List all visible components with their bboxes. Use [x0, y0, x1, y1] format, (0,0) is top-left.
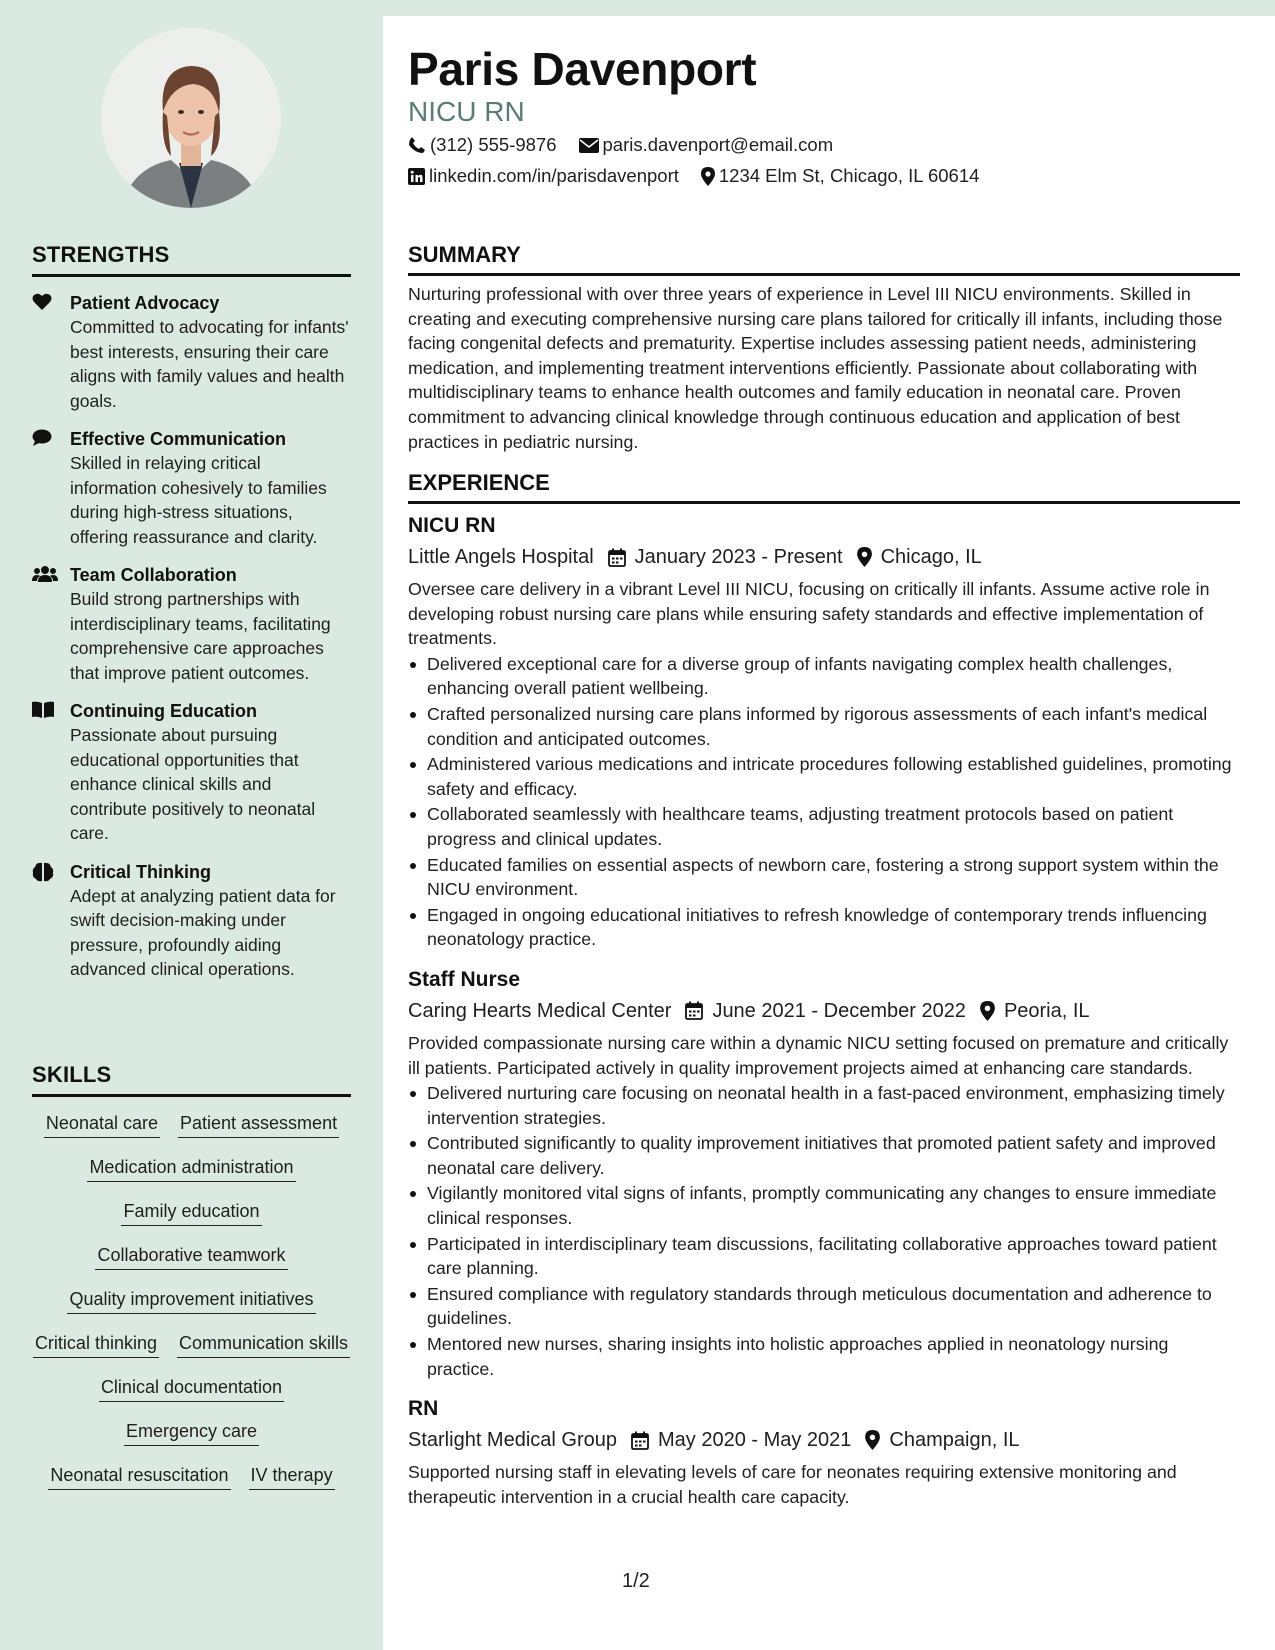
strength-desc: Build strong partnerships with interdisciplinary teams, facilitating comprehensive care approaches that improve patient outcomes.: [70, 589, 331, 683]
job-title: RN: [408, 1397, 439, 1421]
job-description: Oversee care delivery in a vibrant Level III NICU, focusing on critically ill infants. Assume active role in developing robust nursing care plans while ensuring safety standards and effective implementation of treatments.: [408, 579, 1210, 649]
job-description: Provided compassionate nursing care within a dynamic NICU setting focused on premature and critically ill patients. Participated actively in quality improvement projects aimed at enhancing care standards.: [408, 1032, 1229, 1078]
map-pin-icon: [701, 167, 715, 186]
job-employer: Starlight Medical Group: [408, 1429, 617, 1452]
email-contact[interactable]: [579, 134, 834, 156]
skill-tag: IV therapy: [249, 1463, 335, 1490]
skill-tag: Quality improvement initiatives: [67, 1287, 315, 1314]
job-title: Staff Nurse: [408, 967, 521, 991]
bullet-item: Delivered exceptional care for a diverse group of infants navigating complex health challenges, enhancing overall patient wellbeing.: [408, 652, 1240, 701]
speech-bubble-icon: [32, 427, 70, 549]
bullet-item: Administered various medications and intricate procedures following established guidelines, promoting safety and efficacy.: [408, 752, 1240, 801]
bullet-item: Contributed significantly to quality improvement initiatives that promoted patient safety and improved neonatal care delivery.: [408, 1131, 1240, 1180]
phone-contact[interactable]: [408, 134, 557, 156]
email-text: paris.davenport@email.com: [602, 134, 834, 155]
bullet-item: Collaborated seamlessly with healthcare teams, adjusting treatment protocols based on patient progress and clinical updates.: [408, 802, 1240, 851]
job-dates: June 2021 - December 2022: [712, 999, 966, 1022]
job-dates: January 2023 - Present: [634, 546, 843, 568]
strength-title: Continuing Education: [70, 701, 257, 721]
skill-tag: Collaborative teamwork: [95, 1243, 287, 1270]
contact-row: [408, 134, 855, 156]
bullet-item: Mentored new nurses, sharing insights into holistic approaches applied in neonatology nursing practice.: [408, 1332, 1240, 1381]
skill-tag: Emergency care: [124, 1419, 259, 1446]
job-location: Peoria, IL: [1003, 999, 1090, 1022]
map-pin-icon: [857, 547, 872, 567]
contact-row: [408, 165, 1001, 187]
strength-item: [32, 699, 351, 846]
map-pin-icon: [865, 1430, 880, 1450]
skill-tag: Clinical documentation: [99, 1375, 284, 1402]
strength-desc: Passionate about pursuing educational opportunities that enhance clinical skills and contribute positively to neonatal care.: [70, 725, 316, 843]
calendar-icon: [685, 1001, 703, 1020]
job-location-group: [865, 1426, 1019, 1454]
job-entry: [408, 512, 1240, 952]
skills-section: [32, 1062, 351, 1490]
strength-title: Team Collaboration: [70, 565, 237, 585]
job-meta: [408, 997, 1240, 1025]
strengths-title: STRENGTHS: [32, 242, 351, 277]
bullet-item: Crafted personalized nursing care plans informed by rigorous assessments of each infant's medical condition and anticipated outcomes.: [408, 702, 1240, 751]
job-dates: May 2020 - May 2021: [657, 1429, 852, 1452]
skill-tag: Neonatal resuscitation: [48, 1463, 230, 1490]
job-dates-group: [608, 543, 843, 571]
envelope-icon: [579, 138, 599, 153]
job-dates-group: [685, 997, 966, 1025]
skill-tag: Medication administration: [87, 1155, 295, 1182]
job-entry: [408, 1395, 1240, 1509]
candidate-role: NICU RN: [408, 96, 525, 127]
job-description: Supported nursing staff in elevating levels of care for neonates requiring extensive monitoring and therapeutic intervention in a crucial health care capacity.: [408, 1462, 1177, 1507]
strength-desc: Committed to advocating for infants' best interests, ensuring their care aligns with family values and health goals.: [70, 317, 349, 411]
phone-icon: [408, 136, 426, 154]
bullet-item: Delivered nurturing care focusing on neonatal health in a fast-paced environment, emphasizing timely intervention strategies.: [408, 1081, 1240, 1130]
bullet-item: Vigilantly monitored vital signs of infants, promptly communicating any changes to ensure immediate clinical responses.: [408, 1181, 1240, 1230]
job-employer: Caring Hearts Medical Center: [408, 999, 672, 1022]
linkedin-icon: [408, 168, 425, 185]
strength-title: Effective Communication: [70, 429, 287, 449]
map-pin-icon: [980, 1001, 995, 1021]
strength-title: Critical Thinking: [70, 861, 212, 882]
profile-photo: [101, 28, 281, 208]
brain-icon: [32, 860, 70, 982]
job-dates-group: [631, 1426, 851, 1454]
candidate-name: Paris Davenport: [408, 43, 757, 95]
job-meta: [408, 1426, 1240, 1454]
skill-tag: Critical thinking: [33, 1331, 159, 1358]
linkedin-text: linkedin.com/in/parisdavenport: [429, 165, 679, 186]
job-bullets: [408, 652, 1240, 952]
job-location: Chicago, IL: [880, 546, 982, 568]
summary-text: Nurturing professional with over three years of experience in Level III NICU environments. Skilled in creating and executing comprehensive nursing care plans tailored for critically ill infants, including those facing congenital defects and prematurity. Expertise includes assessing patient needs, administering medication, and implementing treatment interventions efficiently. Passionate about collaborating with multidisciplinary teams to enhance health outcomes and family education in neonatal care. Proven commitment to advancing clinical knowledge through continuous education and application of best practices in pediatric nursing.: [408, 284, 1223, 452]
users-icon: [32, 563, 70, 685]
skills-list: [32, 1111, 351, 1490]
experience-section: [408, 470, 1240, 1509]
bullet-item: Engaged in ongoing educational initiatives to refresh knowledge of contemporary trends influencing neonatology practice.: [408, 903, 1240, 952]
job-location-group: [980, 997, 1090, 1025]
job-location: Champaign, IL: [889, 1429, 1020, 1452]
skill-tag: Family education: [121, 1199, 261, 1226]
job-title: NICU RN: [408, 514, 496, 537]
skill-tag: Communication skills: [177, 1331, 350, 1358]
heart-icon: [32, 291, 70, 413]
skill-tag: Neonatal care: [44, 1111, 160, 1138]
strength-item: [32, 860, 351, 982]
job-entry: [408, 966, 1240, 1381]
address-contact: [701, 165, 980, 187]
job-meta: [408, 543, 1240, 571]
summary-title: SUMMARY: [408, 242, 1240, 276]
job-bullets: [408, 1081, 1240, 1381]
strength-item: [32, 291, 351, 413]
bullet-item: Participated in interdisciplinary team discussions, facilitating collaborative approaches toward patient care planning.: [408, 1232, 1240, 1281]
strength-desc: Skilled in relaying critical information cohesively to families during high-stress situations, offering reassurance and clarity.: [70, 453, 327, 547]
summary-section: [408, 242, 1240, 454]
strength-title: Patient Advocacy: [70, 293, 220, 313]
sidebar: [0, 0, 383, 1650]
strength-item: [32, 563, 351, 685]
skill-tag: Patient assessment: [178, 1111, 339, 1138]
strength-item: [32, 427, 351, 549]
calendar-icon: [631, 1431, 649, 1450]
job-location-group: [857, 543, 982, 571]
skills-title: SKILLS: [32, 1062, 351, 1097]
book-icon: [32, 699, 70, 846]
linkedin-contact[interactable]: [408, 165, 679, 187]
bullet-item: Educated families on essential aspects of newborn care, fostering a strong support system within the NICU environment.: [408, 853, 1240, 902]
address-text: 1234 Elm St, Chicago, IL 60614: [718, 165, 980, 186]
phone-text: (312) 555-9876: [430, 134, 557, 155]
job-employer: Little Angels Hospital: [408, 546, 594, 568]
strength-desc: Adept at analyzing patient data for swift decision-making under pressure, profoundly aiding advanced clinical operations.: [70, 885, 336, 979]
strengths-section: [32, 242, 351, 982]
experience-title: EXPERIENCE: [408, 470, 1240, 504]
page-number: 1/2: [622, 1570, 650, 1592]
calendar-icon: [608, 548, 626, 567]
bullet-item: Ensured compliance with regulatory standards through meticulous documentation and adherence to guidelines.: [408, 1282, 1240, 1331]
